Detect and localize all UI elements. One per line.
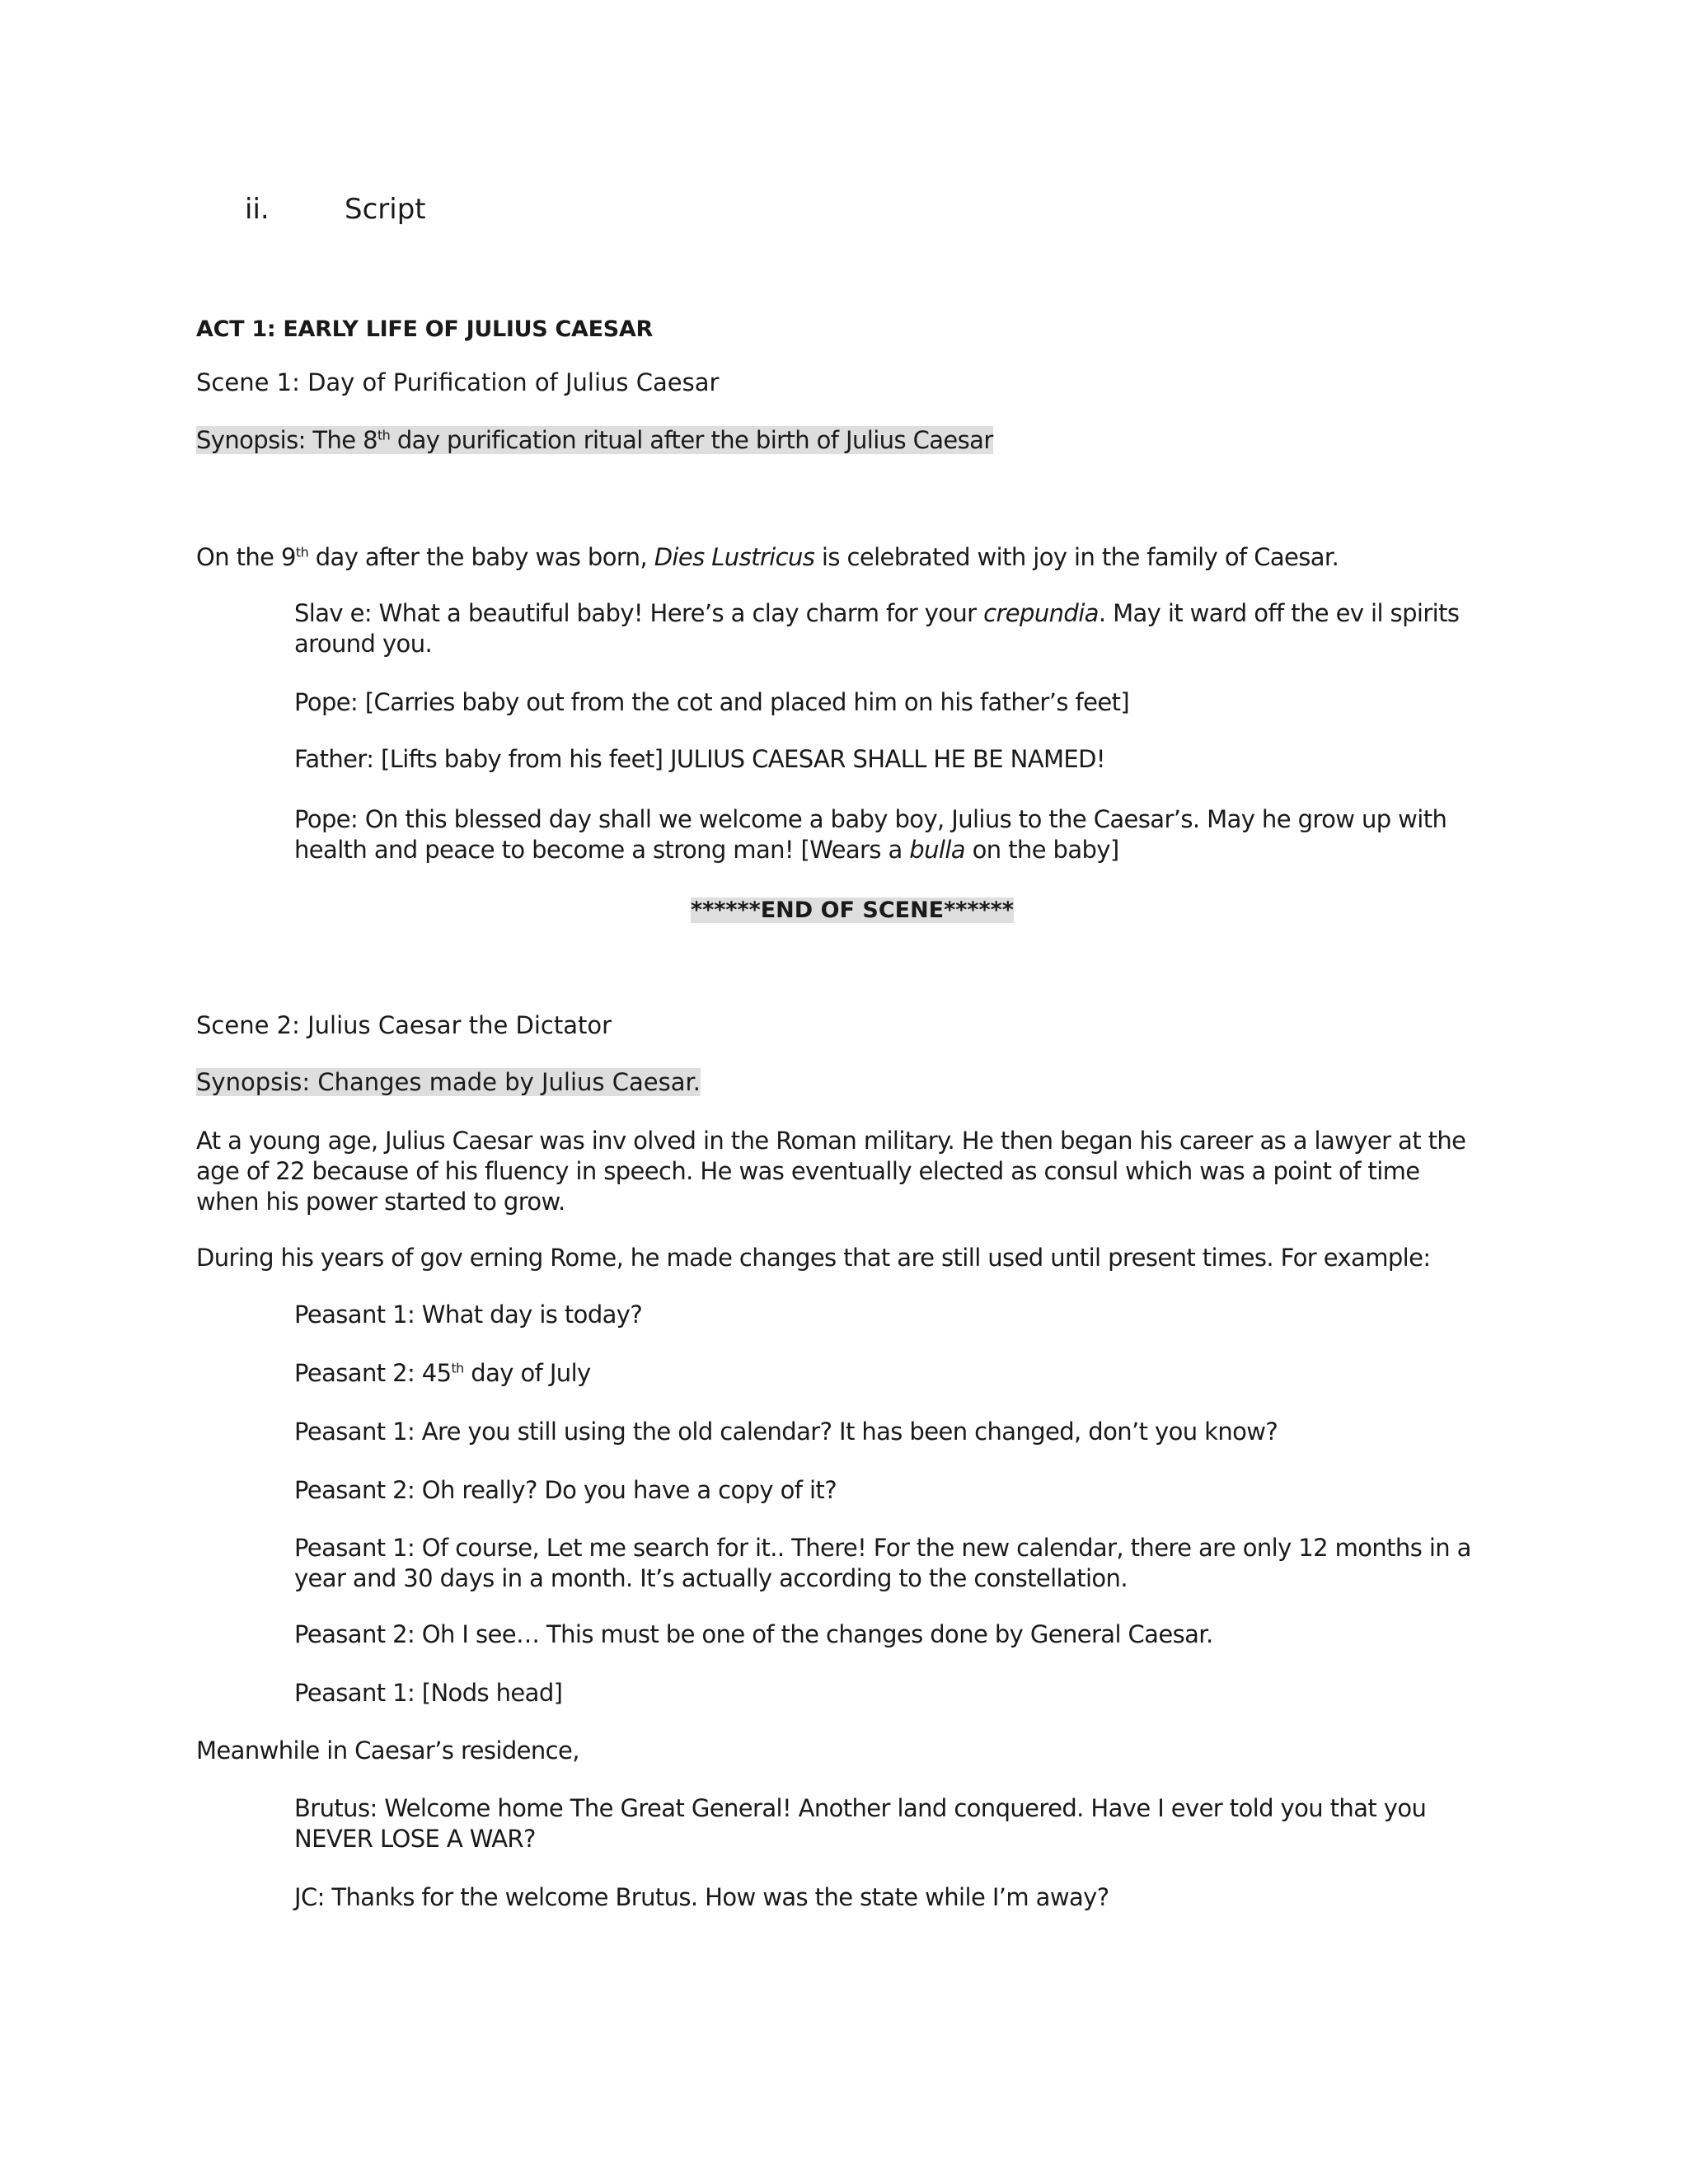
scene1-intro (196, 542, 1339, 573)
synopsis-prefix: Synopsis: The 8 (196, 426, 377, 454)
dialogue-line-3: Peasant 1: Are you still using the old calendar? It has been changed, don’t you know? (294, 1418, 1278, 1446)
scene1-line-pope-1: Pope: [Carries baby out from the cot and placed him on his father’s feet] (294, 688, 1130, 716)
d2-sup: th (451, 1360, 464, 1376)
dialogue-line-5: Peasant 1: Of course, Let me search for it.. There! For the new calendar, there are only 12 months in a year and 30 days in a month. It’s actually according to the constellation. (294, 1534, 1471, 1592)
section-number: ii. (245, 193, 270, 226)
scene2-title: Scene 2: Julius Caesar the Dictator (196, 1011, 612, 1039)
dialogue-line-4: Peasant 2: Oh really? Do you have a copy of it? (294, 1476, 837, 1504)
intro-sup: th (295, 544, 309, 560)
intro-prefix: On the 9 (196, 543, 296, 571)
scene2-meanwhile: Meanwhile in Caesar’s residence, (196, 1736, 579, 1765)
end-marker-text: ******END OF SCENE****** (691, 898, 1014, 923)
synopsis-rest: day purification ritual after the birth of Julius Caesar (390, 426, 993, 454)
scene1-synopsis (196, 425, 993, 456)
dialogue-line-7: Peasant 1: [Nods head] (294, 1679, 563, 1707)
line1-before: Slav e: What a beautiful baby! Here’s a clay charm for your (294, 599, 984, 627)
dialogue-line-8: Brutus: Welcome home The Great General! Another land conquered. Have I ever told you that you NEVER LOSE A WAR? (294, 1794, 1427, 1853)
d2-prefix: Peasant 2: 45 (294, 1359, 452, 1387)
scene1-title: Scene 1: Day of Purification of Julius Caesar (196, 368, 720, 396)
intro-italic: Dies Lustricus (654, 543, 815, 571)
line4-after: on the baby] (964, 836, 1119, 864)
intro-mid: day after the baby was born, (308, 543, 654, 571)
scene2-paragraph-2: During his years of gov erning Rome, he made changes that are still used until present times. For example: (196, 1244, 1431, 1272)
scene2-synopsis-highlight: Synopsis: Changes made by Julius Caesar. (196, 1068, 701, 1096)
scene1-synopsis-highlight (196, 426, 993, 454)
dialogue-line-1: Peasant 1: What day is today? (294, 1301, 643, 1329)
scene1-line-father: Father: [Lifts baby from his feet] JULIUS CAESAR SHALL HE BE NAMED! (294, 745, 1105, 773)
dialogue-line-6: Peasant 2: Oh I see… This must be one of the changes done by General Caesar. (294, 1620, 1213, 1648)
d2-rest: day of July (463, 1359, 591, 1387)
line4-italic: bulla (909, 836, 965, 864)
intro-rest: is celebrated with joy in the family of Caesar. (814, 543, 1339, 571)
scene1-line-pope-2 (294, 804, 1481, 865)
scene2-synopsis (196, 1067, 701, 1098)
section-title: Script (345, 193, 426, 226)
act-title: ACT 1: EARLY LIFE OF JULIUS CAESAR (196, 316, 654, 342)
dialogue-line-2 (294, 1358, 591, 1389)
synopsis-sup: th (377, 427, 391, 443)
scene2-paragraph-1: At a young age, Julius Caesar was inv olved in the Roman military. He then began his career as a lawyer at the age of 22 because of his fluency in speech. He was eventually elected as consul which was a point of time when his power started to grow. (196, 1127, 1466, 1216)
line1-after: . May it ward off the ev il spirits around you. (294, 599, 1460, 658)
scene1-end-marker (691, 895, 1014, 926)
line1-italic: crepundia (983, 599, 1099, 627)
line4-before: Pope: On this blessed day shall we welcome a baby boy, Julius to the Caesar’s. May he grow up with health and peace to become a strong man! [Wears a (294, 805, 1447, 864)
dialogue-line-9: JC: Thanks for the welcome Brutus. How was the state while I’m away? (294, 1883, 1109, 1911)
scene1-line-slave (294, 598, 1481, 659)
